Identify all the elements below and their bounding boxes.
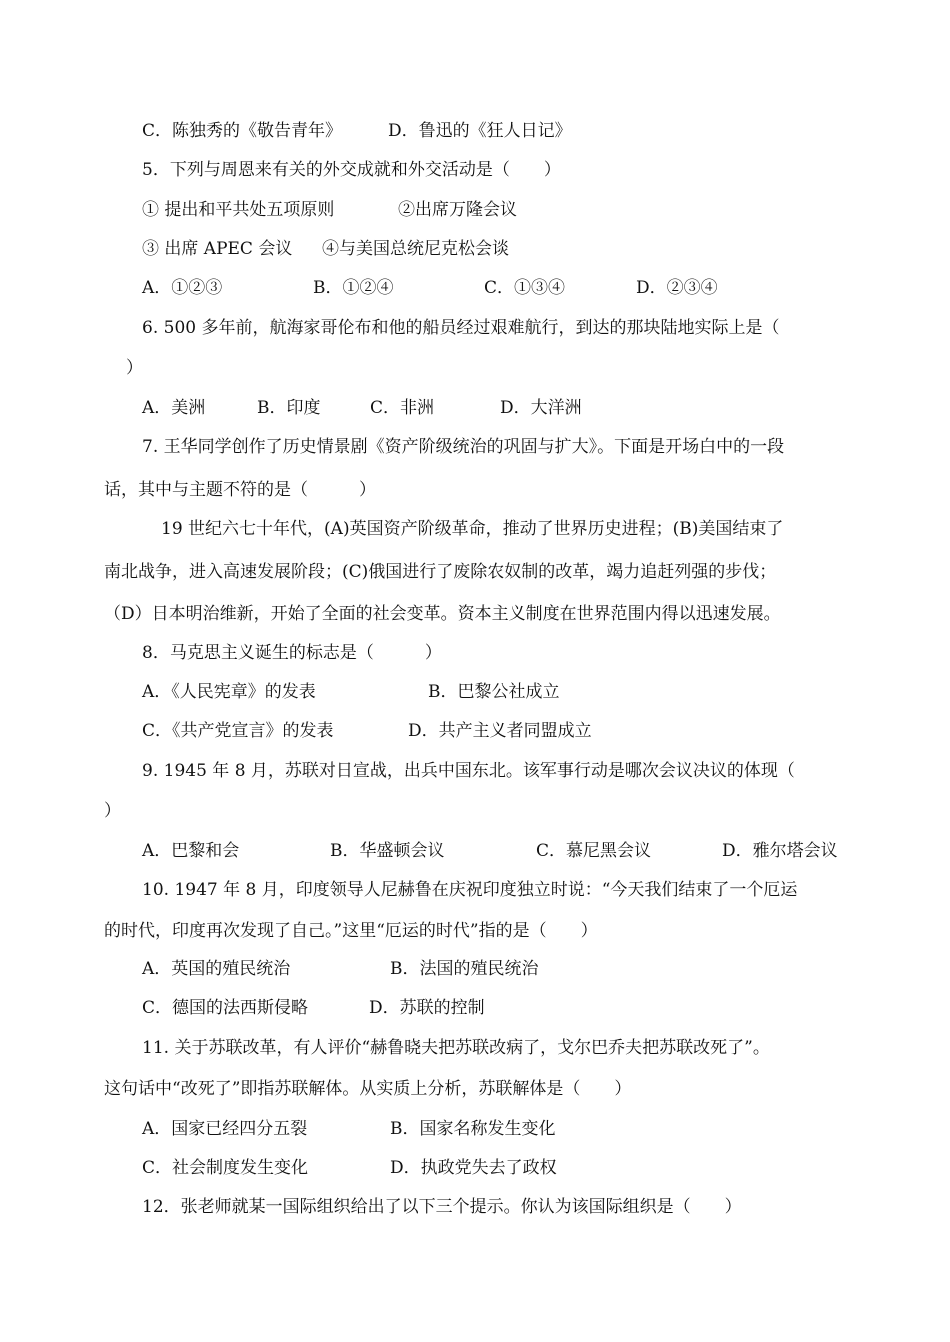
- q6-option-d: D．大洋洲: [500, 398, 582, 418]
- q9-option-c: C．慕尼黑会议: [536, 841, 652, 861]
- q11-option-d: D．执政党失去了政权: [390, 1158, 557, 1178]
- q7-stem-2: 话，其中与主题不符的是（ ）: [104, 480, 376, 500]
- q7-passage-3: （D）日本明治维新，开始了全面的社会变革。资本主义制度在世界范围内得以迅速发展。: [104, 604, 781, 624]
- q5-item-1: ① 提出和平共处五项原则: [142, 200, 335, 220]
- q4-option-c: C．陈独秀的《敬告青年》: [142, 121, 343, 141]
- q9-option-a: A．巴黎和会: [142, 841, 240, 861]
- q10-stem-1: 10. 1947 年 8 月，印度领导人尼赫鲁在庆祝印度独立时说：“今天我们结束了一个厄运: [142, 880, 798, 900]
- q5-option-b: B．①②④: [313, 278, 394, 298]
- q7-passage-1: 19 世纪六七十年代，(A)英国资产阶级革命，推动了世界历史进程；(B)美国结束了: [161, 519, 784, 539]
- q5-option-c: C．①③④: [484, 278, 566, 298]
- q6-stem: 6. 500 多年前，航海家哥伦布和他的船员经过艰难航行，到达的那块陆地实际上是（: [142, 318, 780, 338]
- q10-stem-2: 的时代，印度再次发现了自己。”这里“厄运的时代”指的是（ ）: [104, 921, 598, 941]
- q5-option-d: D．②③④: [636, 278, 718, 298]
- q6-stem-end: ）: [126, 358, 143, 378]
- q10-option-b: B．法国的殖民统治: [390, 959, 539, 979]
- q5-option-a: A．①②③: [142, 278, 223, 298]
- q8-option-c: C．《共产党宣言》的发表: [142, 721, 334, 741]
- q5-item-3: ③ 出席 APEC 会议: [142, 239, 293, 259]
- q8-option-a: A．《人民宪章》的发表: [142, 682, 316, 702]
- q8-stem: 8．马克思主义诞生的标志是（ ）: [142, 643, 442, 663]
- q7-passage-2: 南北战争，进入高速发展阶段；(C)俄国进行了废除农奴制的改革，竭力追赶列强的步伐；: [104, 562, 777, 582]
- q10-option-c: C．德国的法西斯侵略: [142, 998, 309, 1018]
- q11-option-b: B．国家名称发生变化: [390, 1119, 556, 1139]
- q10-option-d: D．苏联的控制: [369, 998, 485, 1018]
- q12-stem: 12．张老师就某一国际组织给出了以下三个提示。你认为该国际组织是（ ）: [142, 1197, 742, 1217]
- q7-stem-1: 7. 王华同学创作了历史情景剧《资产阶级统治的巩固与扩大》。下面是开场白中的一段: [142, 437, 785, 457]
- q6-option-b: B．印度: [257, 398, 321, 418]
- q9-stem: 9. 1945 年 8 月，苏联对日宣战，出兵中国东北。该军事行动是哪次会议决议的体现（: [142, 761, 795, 781]
- q9-option-b: B．华盛顿会议: [330, 841, 445, 861]
- q5-item-2: ②出席万隆会议: [398, 200, 517, 220]
- q9-stem-end: ）: [104, 801, 121, 821]
- q6-option-c: C．非洲: [370, 398, 435, 418]
- q10-option-a: A．英国的殖民统治: [142, 959, 291, 979]
- q6-option-a: A．美洲: [142, 398, 206, 418]
- q9-option-d: D．雅尔塔会议: [722, 841, 838, 861]
- q11-option-c: C．社会制度发生变化: [142, 1158, 309, 1178]
- q5-stem: 5．下列与周恩来有关的外交成就和外交活动是（ ）: [142, 160, 561, 180]
- q8-option-d: D．共产主义者同盟成立: [408, 721, 592, 741]
- q11-stem-2: 这句话中“改死了”即指苏联解体。从实质上分析，苏联解体是（ ）: [104, 1079, 632, 1099]
- q5-item-4: ④与美国总统尼克松会谈: [322, 239, 509, 259]
- q8-option-b: B．巴黎公社成立: [428, 682, 560, 702]
- q4-option-d: D．鲁迅的《狂人日记》: [388, 121, 572, 141]
- q11-stem-1: 11. 关于苏联改革，有人评价“赫鲁晓夫把苏联改病了，戈尔巴乔夫把苏联改死了”。: [142, 1038, 770, 1058]
- q11-option-a: A．国家已经四分五裂: [142, 1119, 308, 1139]
